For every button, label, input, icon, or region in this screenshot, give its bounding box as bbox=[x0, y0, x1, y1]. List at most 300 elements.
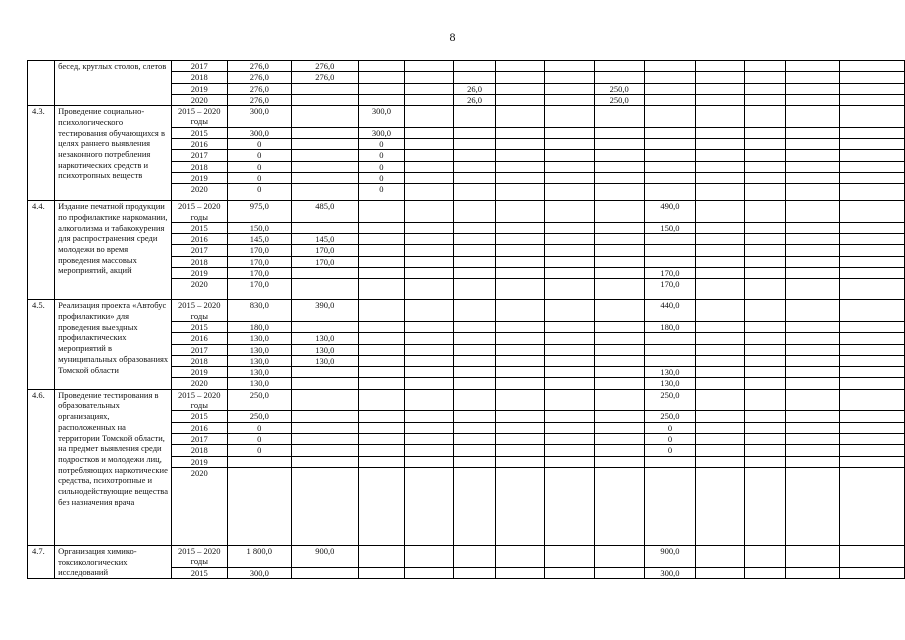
value-cell bbox=[405, 150, 454, 161]
value-cell bbox=[358, 61, 404, 72]
value-cell: 250,0 bbox=[227, 389, 291, 411]
value-cell bbox=[544, 150, 594, 161]
value-cell bbox=[544, 172, 594, 183]
value-cell bbox=[496, 279, 545, 300]
empty-cell bbox=[840, 234, 905, 245]
value-cell bbox=[745, 61, 786, 72]
value-cell bbox=[785, 367, 839, 378]
value-cell: 145,0 bbox=[291, 234, 358, 245]
value-cell bbox=[544, 344, 594, 355]
value-cell bbox=[453, 245, 495, 256]
value-cell bbox=[358, 456, 404, 467]
value-cell bbox=[453, 300, 495, 322]
empty-cell bbox=[840, 389, 905, 411]
value-cell bbox=[291, 456, 358, 467]
value-cell bbox=[644, 456, 696, 467]
value-cell bbox=[594, 201, 644, 223]
value-cell bbox=[453, 106, 495, 128]
budget-table bbox=[27, 60, 905, 579]
value-cell bbox=[453, 234, 495, 245]
value-cell bbox=[594, 411, 644, 422]
empty-cell bbox=[840, 61, 905, 72]
year-cell: 2019 bbox=[171, 456, 227, 467]
value-cell: 0 bbox=[644, 422, 696, 433]
value-cell bbox=[544, 433, 594, 444]
value-cell bbox=[496, 234, 545, 245]
value-cell bbox=[745, 72, 786, 83]
value-cell bbox=[496, 161, 545, 172]
value-cell: 26,0 bbox=[453, 83, 495, 94]
empty-cell bbox=[840, 161, 905, 172]
value-cell: 0 bbox=[227, 422, 291, 433]
value-cell bbox=[594, 378, 644, 389]
value-cell bbox=[358, 72, 404, 83]
value-cell bbox=[291, 445, 358, 456]
value-cell bbox=[453, 433, 495, 444]
item-number: 4.6. bbox=[28, 389, 55, 545]
value-cell bbox=[594, 268, 644, 279]
value-cell bbox=[496, 172, 545, 183]
value-cell bbox=[594, 567, 644, 578]
empty-cell bbox=[840, 245, 905, 256]
value-cell bbox=[291, 139, 358, 150]
value-cell bbox=[544, 445, 594, 456]
year-cell: 2015 bbox=[171, 222, 227, 233]
value-cell bbox=[544, 256, 594, 267]
value-cell bbox=[644, 139, 696, 150]
value-cell bbox=[745, 94, 786, 105]
value-cell bbox=[785, 333, 839, 344]
value-cell bbox=[745, 234, 786, 245]
value-cell bbox=[644, 333, 696, 344]
value-cell bbox=[496, 333, 545, 344]
value-cell bbox=[291, 184, 358, 201]
empty-cell bbox=[840, 83, 905, 94]
year-cell: 2015 bbox=[171, 321, 227, 332]
value-cell bbox=[496, 344, 545, 355]
value-cell bbox=[405, 411, 454, 422]
item-title: бесед, круглых столов, слетов bbox=[55, 61, 172, 106]
value-cell bbox=[544, 300, 594, 322]
year-cell: 2018 bbox=[171, 72, 227, 83]
value-cell: 300,0 bbox=[644, 567, 696, 578]
value-cell bbox=[644, 172, 696, 183]
item-title: Организация химико-токсикологических исследований bbox=[55, 545, 172, 578]
value-cell: 1 800,0 bbox=[227, 545, 291, 567]
year-cell: 2019 bbox=[171, 367, 227, 378]
value-cell bbox=[785, 172, 839, 183]
year-cell: 2018 bbox=[171, 445, 227, 456]
empty-cell bbox=[840, 72, 905, 83]
value-cell bbox=[745, 268, 786, 279]
value-cell: 250,0 bbox=[644, 411, 696, 422]
value-cell bbox=[405, 433, 454, 444]
value-cell bbox=[644, 256, 696, 267]
value-cell bbox=[696, 389, 745, 411]
value-cell bbox=[696, 72, 745, 83]
empty-cell bbox=[840, 201, 905, 223]
value-cell bbox=[291, 222, 358, 233]
value-cell bbox=[745, 422, 786, 433]
value-cell bbox=[405, 467, 454, 545]
value-cell bbox=[785, 344, 839, 355]
value-cell bbox=[453, 467, 495, 545]
value-cell bbox=[745, 378, 786, 389]
table-row bbox=[28, 389, 905, 411]
value-cell: 0 bbox=[227, 161, 291, 172]
value-cell bbox=[745, 245, 786, 256]
value-cell bbox=[544, 83, 594, 94]
value-cell bbox=[745, 83, 786, 94]
value-cell bbox=[745, 367, 786, 378]
value-cell bbox=[785, 389, 839, 411]
table-row bbox=[28, 201, 905, 223]
value-cell: 26,0 bbox=[453, 94, 495, 105]
empty-cell bbox=[840, 445, 905, 456]
value-cell bbox=[544, 467, 594, 545]
empty-cell bbox=[840, 150, 905, 161]
value-cell bbox=[358, 245, 404, 256]
value-cell: 300,0 bbox=[358, 106, 404, 128]
value-cell bbox=[644, 184, 696, 201]
value-cell bbox=[644, 94, 696, 105]
value-cell bbox=[696, 467, 745, 545]
value-cell bbox=[745, 150, 786, 161]
value-cell bbox=[594, 245, 644, 256]
value-cell: 250,0 bbox=[594, 83, 644, 94]
value-cell bbox=[544, 245, 594, 256]
value-cell bbox=[785, 433, 839, 444]
value-cell bbox=[496, 268, 545, 279]
value-cell: 276,0 bbox=[291, 61, 358, 72]
value-cell bbox=[644, 127, 696, 138]
value-cell: 0 bbox=[227, 172, 291, 183]
value-cell bbox=[785, 161, 839, 172]
value-cell bbox=[453, 150, 495, 161]
year-cell: 2019 bbox=[171, 83, 227, 94]
empty-cell bbox=[840, 378, 905, 389]
value-cell bbox=[453, 268, 495, 279]
value-cell: 300,0 bbox=[358, 127, 404, 138]
value-cell bbox=[496, 139, 545, 150]
value-cell bbox=[496, 389, 545, 411]
value-cell: 130,0 bbox=[291, 355, 358, 366]
value-cell bbox=[227, 467, 291, 545]
value-cell: 300,0 bbox=[227, 567, 291, 578]
value-cell bbox=[358, 222, 404, 233]
value-cell bbox=[785, 411, 839, 422]
value-cell bbox=[696, 94, 745, 105]
value-cell bbox=[291, 268, 358, 279]
value-cell bbox=[544, 222, 594, 233]
value-cell bbox=[696, 344, 745, 355]
value-cell bbox=[291, 150, 358, 161]
value-cell: 300,0 bbox=[227, 127, 291, 138]
year-cell: 2015 – 2020 годы bbox=[171, 201, 227, 223]
value-cell bbox=[745, 161, 786, 172]
value-cell bbox=[227, 456, 291, 467]
item-number: 4.5. bbox=[28, 300, 55, 389]
value-cell: 170,0 bbox=[291, 256, 358, 267]
value-cell bbox=[496, 445, 545, 456]
value-cell bbox=[696, 139, 745, 150]
value-cell bbox=[291, 106, 358, 128]
value-cell: 975,0 bbox=[227, 201, 291, 223]
value-cell bbox=[358, 389, 404, 411]
year-cell: 2015 – 2020 годы bbox=[171, 389, 227, 411]
value-cell bbox=[496, 184, 545, 201]
value-cell bbox=[358, 545, 404, 567]
value-cell bbox=[544, 389, 594, 411]
value-cell bbox=[696, 367, 745, 378]
year-cell: 2017 bbox=[171, 344, 227, 355]
value-cell bbox=[453, 184, 495, 201]
value-cell bbox=[496, 433, 545, 444]
value-cell bbox=[644, 106, 696, 128]
value-cell bbox=[594, 433, 644, 444]
value-cell bbox=[358, 445, 404, 456]
value-cell bbox=[696, 411, 745, 422]
empty-cell bbox=[840, 222, 905, 233]
value-cell: 170,0 bbox=[644, 268, 696, 279]
item-number: 4.4. bbox=[28, 201, 55, 300]
value-cell: 390,0 bbox=[291, 300, 358, 322]
value-cell bbox=[544, 61, 594, 72]
value-cell bbox=[594, 61, 644, 72]
value-cell bbox=[496, 456, 545, 467]
value-cell bbox=[594, 344, 644, 355]
value-cell bbox=[696, 106, 745, 128]
value-cell bbox=[544, 161, 594, 172]
value-cell bbox=[453, 127, 495, 138]
empty-cell bbox=[840, 300, 905, 322]
value-cell bbox=[405, 106, 454, 128]
value-cell bbox=[785, 184, 839, 201]
value-cell bbox=[453, 545, 495, 567]
value-cell bbox=[785, 72, 839, 83]
value-cell bbox=[544, 184, 594, 201]
value-cell bbox=[544, 422, 594, 433]
year-cell: 2015 – 2020 годы bbox=[171, 106, 227, 128]
value-cell bbox=[405, 355, 454, 366]
value-cell bbox=[594, 300, 644, 322]
value-cell bbox=[696, 456, 745, 467]
value-cell bbox=[785, 445, 839, 456]
value-cell bbox=[453, 389, 495, 411]
year-cell: 2015 bbox=[171, 127, 227, 138]
value-cell bbox=[785, 268, 839, 279]
item-number: 4.3. bbox=[28, 106, 55, 201]
value-cell bbox=[745, 355, 786, 366]
value-cell bbox=[745, 545, 786, 567]
value-cell bbox=[496, 355, 545, 366]
value-cell bbox=[405, 300, 454, 322]
value-cell bbox=[496, 245, 545, 256]
empty-cell bbox=[840, 184, 905, 201]
value-cell: 250,0 bbox=[644, 389, 696, 411]
value-cell bbox=[594, 184, 644, 201]
value-cell bbox=[405, 321, 454, 332]
year-cell: 2015 – 2020 годы bbox=[171, 545, 227, 567]
value-cell bbox=[496, 367, 545, 378]
value-cell bbox=[405, 201, 454, 223]
value-cell bbox=[453, 445, 495, 456]
value-cell bbox=[291, 279, 358, 300]
value-cell bbox=[785, 150, 839, 161]
value-cell bbox=[453, 378, 495, 389]
value-cell bbox=[785, 201, 839, 223]
item-title: Проведение тестирования в образовательных организациях, расположенных на территории Томской области, на предмет выявления среди подростков и молодежи лиц, потребляющих наркотические средства, психотропные и сильнодействующие вещества без назначения врача bbox=[55, 389, 172, 545]
value-cell bbox=[594, 367, 644, 378]
value-cell bbox=[405, 545, 454, 567]
value-cell: 485,0 bbox=[291, 201, 358, 223]
empty-cell bbox=[840, 321, 905, 332]
value-cell bbox=[291, 433, 358, 444]
value-cell bbox=[405, 161, 454, 172]
value-cell bbox=[496, 378, 545, 389]
value-cell bbox=[496, 300, 545, 322]
year-cell: 2018 bbox=[171, 355, 227, 366]
year-cell: 2017 bbox=[171, 245, 227, 256]
value-cell bbox=[405, 378, 454, 389]
value-cell: 0 bbox=[227, 445, 291, 456]
value-cell bbox=[453, 321, 495, 332]
value-cell: 0 bbox=[358, 161, 404, 172]
value-cell bbox=[696, 161, 745, 172]
value-cell bbox=[544, 456, 594, 467]
value-cell bbox=[785, 222, 839, 233]
value-cell bbox=[291, 411, 358, 422]
value-cell bbox=[358, 268, 404, 279]
value-cell bbox=[358, 433, 404, 444]
year-cell: 2016 bbox=[171, 333, 227, 344]
value-cell: 440,0 bbox=[644, 300, 696, 322]
empty-cell bbox=[840, 422, 905, 433]
value-cell bbox=[544, 333, 594, 344]
year-cell: 2015 bbox=[171, 567, 227, 578]
year-cell: 2017 bbox=[171, 433, 227, 444]
value-cell bbox=[644, 150, 696, 161]
value-cell bbox=[405, 234, 454, 245]
value-cell bbox=[696, 256, 745, 267]
year-cell: 2020 bbox=[171, 467, 227, 545]
table-row bbox=[28, 545, 905, 567]
value-cell bbox=[785, 545, 839, 567]
value-cell bbox=[696, 433, 745, 444]
value-cell bbox=[544, 378, 594, 389]
value-cell: 130,0 bbox=[227, 344, 291, 355]
value-cell bbox=[785, 300, 839, 322]
value-cell bbox=[696, 61, 745, 72]
value-cell bbox=[544, 234, 594, 245]
value-cell bbox=[544, 201, 594, 223]
value-cell: 170,0 bbox=[227, 245, 291, 256]
value-cell bbox=[745, 201, 786, 223]
year-cell: 2016 bbox=[171, 234, 227, 245]
year-cell: 2019 bbox=[171, 268, 227, 279]
value-cell bbox=[644, 467, 696, 545]
value-cell bbox=[544, 411, 594, 422]
value-cell bbox=[594, 467, 644, 545]
value-cell: 130,0 bbox=[644, 378, 696, 389]
value-cell bbox=[594, 72, 644, 83]
value-cell bbox=[496, 106, 545, 128]
value-cell bbox=[594, 321, 644, 332]
value-cell bbox=[453, 172, 495, 183]
value-cell: 150,0 bbox=[227, 222, 291, 233]
value-cell bbox=[496, 467, 545, 545]
value-cell: 130,0 bbox=[227, 378, 291, 389]
table-row bbox=[28, 106, 905, 128]
empty-cell bbox=[840, 268, 905, 279]
value-cell bbox=[644, 245, 696, 256]
table-row bbox=[28, 300, 905, 322]
value-cell bbox=[696, 422, 745, 433]
value-cell: 130,0 bbox=[227, 367, 291, 378]
value-cell bbox=[453, 139, 495, 150]
value-cell: 900,0 bbox=[291, 545, 358, 567]
value-cell: 0 bbox=[358, 139, 404, 150]
value-cell bbox=[405, 139, 454, 150]
value-cell bbox=[594, 445, 644, 456]
value-cell bbox=[496, 422, 545, 433]
value-cell bbox=[291, 467, 358, 545]
value-cell bbox=[405, 367, 454, 378]
value-cell bbox=[594, 389, 644, 411]
value-cell bbox=[745, 344, 786, 355]
value-cell bbox=[453, 72, 495, 83]
value-cell: 170,0 bbox=[291, 245, 358, 256]
year-cell: 2016 bbox=[171, 422, 227, 433]
value-cell bbox=[453, 367, 495, 378]
value-cell: 130,0 bbox=[227, 355, 291, 366]
value-cell bbox=[405, 456, 454, 467]
item-title: Издание печатной продукции по профилактике наркомании, алкоголизма и табакокурения для распространения среди молодежи во время проведения массовых мероприятий, акций bbox=[55, 201, 172, 300]
value-cell bbox=[291, 321, 358, 332]
value-cell: 830,0 bbox=[227, 300, 291, 322]
value-cell bbox=[544, 268, 594, 279]
value-cell bbox=[496, 61, 545, 72]
value-cell bbox=[696, 201, 745, 223]
page-number: 8 bbox=[449, 30, 456, 44]
value-cell bbox=[496, 222, 545, 233]
value-cell bbox=[358, 300, 404, 322]
value-cell bbox=[644, 83, 696, 94]
value-cell bbox=[785, 467, 839, 545]
value-cell: 180,0 bbox=[644, 321, 696, 332]
value-cell bbox=[405, 172, 454, 183]
value-cell: 0 bbox=[227, 139, 291, 150]
empty-cell bbox=[840, 545, 905, 567]
empty-cell bbox=[840, 127, 905, 138]
value-cell bbox=[594, 150, 644, 161]
value-cell: 0 bbox=[358, 172, 404, 183]
value-cell: 0 bbox=[644, 433, 696, 444]
value-cell bbox=[405, 184, 454, 201]
value-cell bbox=[696, 567, 745, 578]
value-cell bbox=[745, 389, 786, 411]
empty-cell bbox=[840, 256, 905, 267]
value-cell bbox=[453, 201, 495, 223]
item-number bbox=[28, 61, 55, 106]
value-cell: 276,0 bbox=[227, 61, 291, 72]
value-cell bbox=[696, 355, 745, 366]
value-cell bbox=[745, 333, 786, 344]
value-cell bbox=[785, 321, 839, 332]
value-cell bbox=[594, 279, 644, 300]
value-cell bbox=[785, 139, 839, 150]
value-cell bbox=[405, 94, 454, 105]
